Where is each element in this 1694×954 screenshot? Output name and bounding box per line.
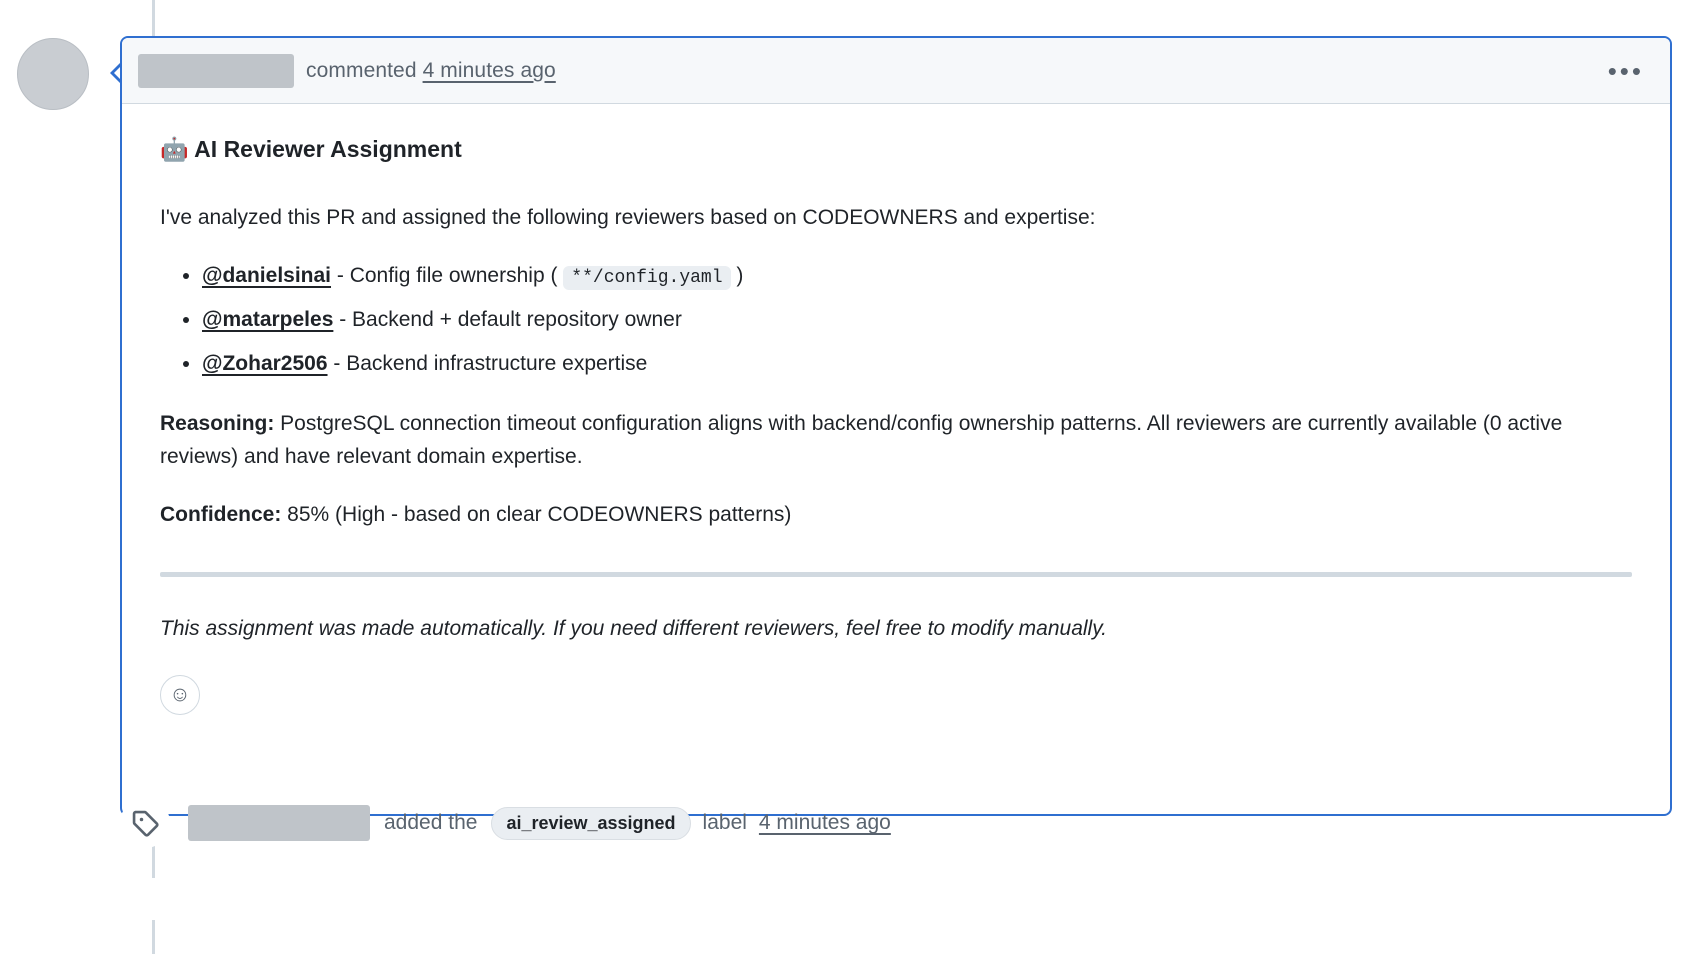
smiley-icon: ☺: [169, 683, 191, 707]
reasoning-paragraph: [160, 408, 1632, 473]
confidence-paragraph: [160, 499, 1632, 532]
reasoning-text: PostgreSQL connection timeout configuration aligns with backend/config ownership patterns. All reviewers are currently available (0 active reviews) and have relevant domain expertise.: [160, 412, 1563, 468]
reviewer-description: Backend infrastructure expertise: [346, 351, 648, 375]
comment-footnote: This assignment was made automatically. If you need different reviewers, feel free to modify manually.: [160, 616, 1107, 640]
event-actor-redacted: [188, 805, 370, 841]
confidence-label: Confidence:: [160, 503, 282, 527]
avatar[interactable]: [17, 38, 89, 110]
inline-code: **/config.yaml: [563, 266, 730, 290]
reviewer-separator: -: [333, 308, 353, 332]
event-suffix-label: label: [702, 811, 747, 834]
comment-action-label: commented: [306, 58, 417, 82]
list-item: [202, 348, 1632, 381]
reviewer-separator: -: [331, 264, 350, 288]
reviewer-description: Backend + default repository owner: [352, 308, 682, 332]
comment-body: [122, 104, 1670, 715]
reviewer-suffix: ): [736, 264, 744, 288]
mention-link[interactable]: @Zohar2506: [202, 351, 328, 375]
comment-title: 🤖 AI Reviewer Assignment: [160, 136, 462, 162]
event-action-label: added the: [384, 811, 478, 834]
reviewer-description: Config file ownership (: [349, 264, 558, 288]
list-item: [202, 304, 1632, 337]
section-divider: [160, 572, 1632, 577]
comment-timestamp[interactable]: 4 minutes ago: [422, 58, 556, 82]
reasoning-label: Reasoning:: [160, 412, 275, 436]
reviewer-separator: -: [327, 351, 347, 375]
comment-header: [122, 38, 1670, 104]
timeline-rail-top: [152, 0, 155, 40]
timeline-rail-bottom: [152, 920, 155, 954]
label-event-row: [120, 795, 891, 851]
mention-link[interactable]: @danielsinai: [202, 264, 332, 288]
tag-icon: [120, 798, 170, 848]
reviewer-list: [160, 260, 1632, 380]
mention-link[interactable]: @matarpeles: [202, 308, 334, 332]
comment-author-redacted: [138, 54, 294, 88]
list-item: [202, 260, 1632, 293]
label-chip[interactable]: ai_review_assigned: [491, 807, 690, 840]
confidence-text: 85% (High - based on clear CODEOWNERS patterns): [281, 503, 792, 527]
comment-menu-button[interactable]: •••: [1607, 55, 1644, 86]
event-timestamp[interactable]: 4 minutes ago: [758, 811, 891, 834]
comment-header-text: [306, 59, 556, 83]
comment-box: [120, 36, 1672, 816]
comment-intro: I've analyzed this PR and assigned the following reviewers based on CODEOWNERS and expertise:: [160, 205, 1096, 229]
add-reaction-button[interactable]: [160, 675, 200, 715]
